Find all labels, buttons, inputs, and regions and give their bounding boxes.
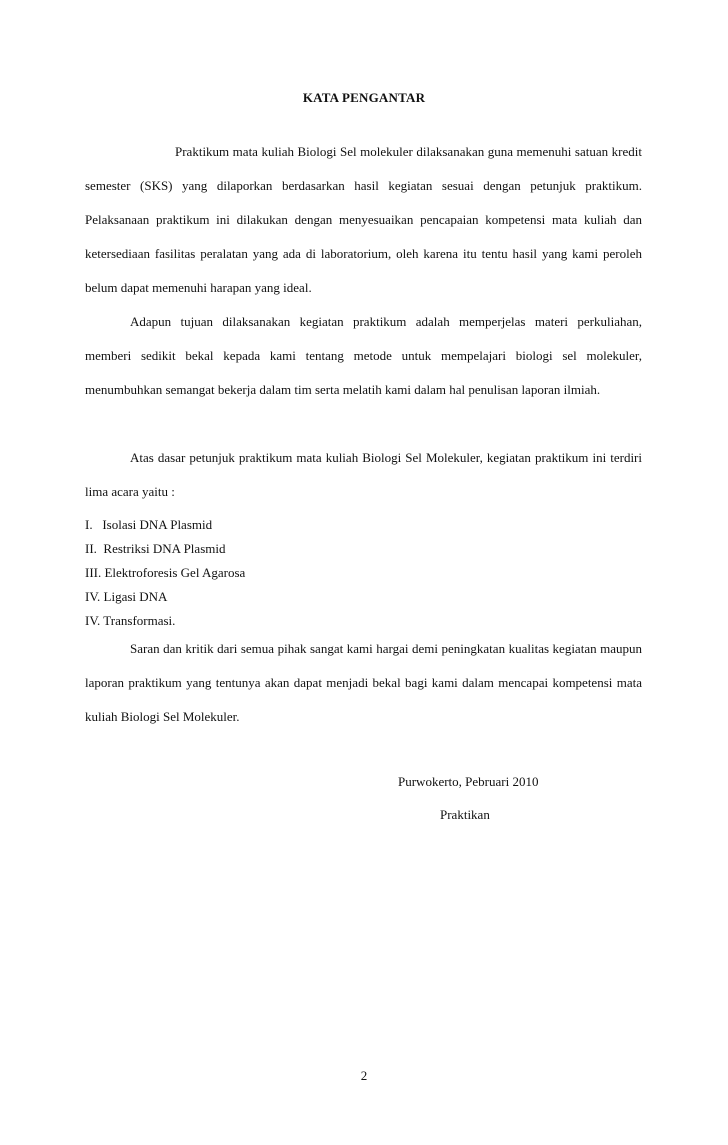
list-item: IV. Transformasi.: [85, 613, 176, 628]
list-item: I. Isolasi DNA Plasmid: [85, 517, 213, 532]
paragraph-activities: Atas dasar petunjuk praktikum mata kuliah Biologi Sel Molekuler, kegiatan praktikum ini terdiri lima acara yaitu :: [85, 450, 642, 499]
activity-list: [85, 513, 245, 633]
list-item: III. Elektroforesis Gel Agarosa: [85, 565, 246, 580]
list-item: II. Restriksi DNA Plasmid: [85, 541, 226, 556]
paragraph-intro: Praktikum mata kuliah Biologi Sel molekuler dilaksanakan guna memenuhi satuan kredit semester (SKS) yang dilaporkan berdasarkan hasil kegiatan sesuai dengan petunjuk praktikum. Pelaksanaan praktikum ini dilakukan dengan menyesuaikan pencapaian kompetensi mata kuliah dan ketersediaan fasilitas peralatan yang ada di laboratorium, oleh karena itu tentu hasil yang kami peroleh belum dapat memenuhi harapan yang ideal.: [85, 144, 642, 295]
list-item: IV. Ligasi DNA: [85, 589, 168, 604]
paragraph-objectives: Adapun tujuan dilaksanakan kegiatan praktikum adalah memperjelas materi perkuliahan, memberi sedikit bekal kepada kami tentang metode untuk mempelajari biologi sel molekuler, menumbuhkan semangat bekerja dalam tim serta melatih kami dalam hal penulisan laporan ilmiah.: [85, 314, 642, 397]
signer-label: Praktikan: [440, 807, 490, 822]
page-title: KATA PENGANTAR: [302, 90, 426, 105]
paragraph-closing: Saran dan kritik dari semua pihak sangat kami hargai demi peningkatan kualitas kegiatan maupun laporan praktikum yang tentunya akan dapat menjadi bekal bagi kami dalam mencapai kompetensi mata kuliah Biologi Sel Molekuler.: [85, 641, 642, 724]
place-date: Purwokerto, Pebruari 2010: [398, 774, 539, 789]
page-number: 2: [360, 1068, 368, 1083]
